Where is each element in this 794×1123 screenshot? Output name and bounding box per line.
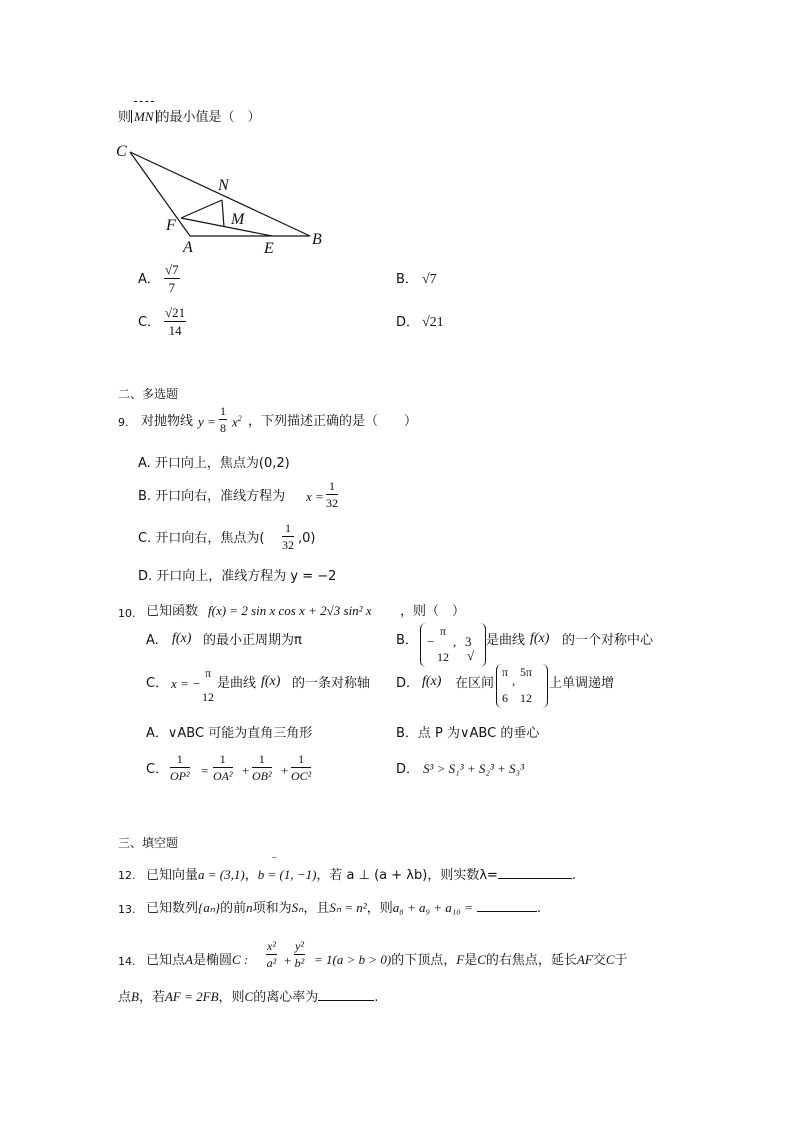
text: ，则 xyxy=(218,990,245,1005)
segment-af: AF xyxy=(576,952,593,967)
question-9-option-c-post: ,0) xyxy=(298,531,316,546)
question-9-option-b-text: B. 开口向右，准线方程为 xyxy=(138,489,286,504)
numerator: 1 xyxy=(298,752,305,766)
option-b-label: B． xyxy=(396,272,418,287)
question-10-option-c-fraction xyxy=(202,667,214,703)
question-11-option-c-frac-3 xyxy=(252,753,272,782)
question-9-option-b-eq: x = xyxy=(306,489,324,504)
ellipse-y-term xyxy=(294,940,305,969)
question-10-option-b-point xyxy=(420,623,486,667)
numerator: 1 xyxy=(176,752,183,766)
question-9-eq-lhs: y = xyxy=(198,414,216,429)
vector-b-arrow: – xyxy=(272,852,277,862)
vector-mn xyxy=(131,110,157,123)
exponent: 2 xyxy=(237,414,242,423)
text: 是椭圆 xyxy=(192,953,232,968)
question-9-stem-pre: 对抛物线 xyxy=(141,414,194,429)
question-10-option-d-fx: f(x) xyxy=(422,674,442,689)
var-s: Sₙ xyxy=(291,900,304,915)
denominator: OP² xyxy=(170,769,190,783)
point-b: B xyxy=(131,989,139,1004)
denominator: OA² xyxy=(213,769,233,783)
text: 的右焦点，延长 xyxy=(485,953,577,968)
numerator: 1 xyxy=(258,752,265,766)
vector-b: b = (1, −1) xyxy=(257,867,317,882)
denominator: 12 xyxy=(202,690,214,704)
label-a: A xyxy=(183,239,193,256)
answer-blank[interactable] xyxy=(498,868,572,879)
question-10-option-d-text: 在区间 xyxy=(455,676,495,691)
question-10-option-b-fx: f(x) xyxy=(530,631,550,646)
text: 项和为 xyxy=(252,901,292,916)
denominator: 12 xyxy=(520,691,533,705)
option-c-fraction xyxy=(164,306,186,337)
question-10-option-d-text2: 上单调递增 xyxy=(549,676,615,691)
question-11-option-b: B．点 P 为∨ABC 的垂心 xyxy=(396,726,540,741)
question-11-option-c-frac-1 xyxy=(170,753,190,782)
numerator: π xyxy=(502,665,509,679)
question-9-option-c-text: C. 开口向右，焦点为( xyxy=(138,531,265,546)
point-comma: , xyxy=(453,634,457,649)
numerator: 1 xyxy=(329,479,335,493)
segment-fe xyxy=(181,218,272,236)
period: . xyxy=(374,990,379,1005)
text: ，若 a ⊥ (a + λb)，则实数λ= xyxy=(316,868,498,883)
denominator: a² xyxy=(266,956,277,970)
question-10-function: f(x) = 2 sin x cos x + 2√3 sin² x xyxy=(208,603,372,618)
interval-left xyxy=(501,666,509,704)
question-12-text xyxy=(146,868,576,882)
question-9-option-b-fraction xyxy=(326,480,338,509)
sum-expression: a₈ + a₉ + a₁₀ = xyxy=(392,900,473,915)
option-a-label: A． xyxy=(138,272,160,287)
interval-comma: , xyxy=(512,673,516,688)
triangle-figure xyxy=(110,140,330,260)
question-11-option-c-frac-2 xyxy=(213,753,233,782)
numerator: 5π xyxy=(520,665,533,679)
section-fill-in-heading: 三、填空题 xyxy=(118,836,179,850)
question-13-text xyxy=(146,901,541,915)
numerator: π xyxy=(204,666,212,680)
label-b: B xyxy=(312,231,322,248)
text: ，且 xyxy=(303,901,330,916)
answer-blank[interactable] xyxy=(318,990,374,1001)
question-9-number: 9. xyxy=(118,416,129,429)
denominator: 14 xyxy=(164,321,186,337)
question-14-line1-b xyxy=(314,953,628,967)
text: ，若 xyxy=(138,990,165,1005)
equation: = 1(a > b > 0) xyxy=(314,952,392,967)
numerator: y² xyxy=(295,939,304,953)
numerator: π xyxy=(439,624,447,638)
question-14-line1-a xyxy=(146,953,248,967)
point-f: F xyxy=(456,952,465,967)
vector-a: a = (3,1) xyxy=(198,867,245,882)
question-11-option-d-text: S³ > S₁³ + S₂³ + S₃³ xyxy=(423,761,524,776)
question-10-option-a-fx: f(x) xyxy=(172,631,192,646)
option-b-value: √7 xyxy=(422,272,437,287)
point-three: 3 xyxy=(465,634,472,649)
option-a-fraction xyxy=(164,263,180,294)
text: 已知向量 xyxy=(146,868,199,883)
text-prefix: 则 xyxy=(118,110,132,125)
separator: ， xyxy=(244,868,258,883)
denominator: 6 xyxy=(502,691,509,705)
question-9-stem-post: ，下列描述正确的是（ ） xyxy=(248,414,418,429)
question-8-tail xyxy=(118,110,261,124)
numerator: 1 xyxy=(285,521,291,535)
plus-sign: + xyxy=(281,763,289,778)
point-a: A xyxy=(185,952,193,967)
text: 的下顶点， xyxy=(391,953,457,968)
question-10-option-c-fx: f(x) xyxy=(261,674,281,689)
question-10-option-a-text: 的最小正周期为π xyxy=(203,633,302,648)
ellipse-c: C xyxy=(477,952,486,967)
segment-nm xyxy=(222,200,224,227)
text: 交 xyxy=(592,953,606,968)
ellipse-c: C xyxy=(244,989,254,1004)
question-10-option-d-interval xyxy=(496,664,548,708)
interval-right xyxy=(519,666,533,704)
label-f: F xyxy=(166,217,176,234)
denominator: 32 xyxy=(282,538,294,552)
text: ，则 xyxy=(366,901,393,916)
edge-ca xyxy=(130,152,190,236)
period: . xyxy=(536,901,541,916)
vector-label: MN xyxy=(134,109,154,124)
equation: Sₙ = n² xyxy=(329,900,367,915)
numerator: 1 xyxy=(220,404,226,418)
question-10-option-c-text: 是曲线 xyxy=(217,676,257,691)
text: 的前 xyxy=(220,901,247,916)
label-e: E xyxy=(264,240,274,257)
segment-fn xyxy=(181,200,222,218)
denominator: b² xyxy=(294,956,305,970)
option-d-label: D． xyxy=(396,315,420,330)
question-10-option-b-text: 是曲线 xyxy=(486,633,526,648)
option-d-value: √21 xyxy=(422,315,444,330)
equals-sign: = xyxy=(201,763,209,778)
text: 点 xyxy=(118,990,132,1005)
option-c-label: C． xyxy=(138,315,161,330)
question-14-line2 xyxy=(118,990,378,1004)
section-multi-choice-heading: 二、多选题 xyxy=(118,387,179,401)
condition: AF = 2FB xyxy=(164,989,219,1004)
denominator: 12 xyxy=(437,650,449,664)
point-minus: − xyxy=(427,634,435,649)
text: 是 xyxy=(464,953,478,968)
question-11-option-a: A．∨ABC 可能为直角三角形 xyxy=(146,726,313,741)
question-9-eq-rhs xyxy=(232,415,242,428)
question-10-option-c-eq: x = − xyxy=(171,676,201,691)
question-11-option-c-label: C． xyxy=(146,762,169,777)
numerator: 1 xyxy=(219,752,226,766)
denominator: 7 xyxy=(164,278,180,294)
edge-cb xyxy=(130,152,310,236)
question-11-option-c-frac-4 xyxy=(291,753,311,782)
question-10-option-a-label: A. xyxy=(146,633,159,648)
question-12-number: 12. xyxy=(118,869,136,882)
ellipse-x-term xyxy=(266,940,277,969)
plus-sign: + xyxy=(284,953,292,968)
numerator: √7 xyxy=(165,262,179,277)
question-9-fraction xyxy=(219,405,227,434)
question-11-option-d-label: D． xyxy=(396,762,420,777)
ellipse-c: C : xyxy=(231,952,249,967)
var-n: n xyxy=(246,900,253,915)
point-root: √ xyxy=(467,648,475,663)
answer-blank[interactable] xyxy=(477,901,537,912)
denominator: 32 xyxy=(326,496,338,510)
text: 的离心率为 xyxy=(253,990,319,1005)
sequence: {aₙ} xyxy=(198,900,221,915)
question-10-option-c-text2: 的一条对称轴 xyxy=(292,676,371,691)
question-10-option-b-label: B． xyxy=(396,633,418,648)
question-10-stem-post: ，则（ ） xyxy=(400,604,466,619)
text: 已知点 xyxy=(146,953,186,968)
question-10-option-c-label: C． xyxy=(146,676,169,691)
text-suffix: 的最小值是（ ） xyxy=(156,110,261,125)
denominator: OC² xyxy=(291,769,312,783)
question-10-option-d-label: D． xyxy=(396,676,420,691)
plus-sign: + xyxy=(242,763,250,778)
denominator: OB² xyxy=(252,769,272,783)
label-c: C xyxy=(116,143,127,160)
point-fraction xyxy=(437,625,449,663)
numerator: x² xyxy=(267,939,276,953)
question-10-option-b-text2: 的一个对称中心 xyxy=(562,633,654,648)
question-13-number: 13. xyxy=(118,903,136,916)
text: 已知数列 xyxy=(146,901,199,916)
denominator: 8 xyxy=(220,421,226,435)
var-x: x xyxy=(232,414,238,430)
question-14-number: 14. xyxy=(118,955,136,968)
period: . xyxy=(571,868,577,883)
question-9-option-d: D. 开口向上，准线方程为 y = −2 xyxy=(138,569,337,584)
label-m: M xyxy=(231,211,245,228)
ellipse-c: C xyxy=(605,952,615,967)
question-9-option-a: A. 开口向上，焦点为(0,2) xyxy=(138,456,290,471)
label-n: N xyxy=(218,177,229,194)
question-10-number: 10. xyxy=(118,607,136,620)
numerator: √21 xyxy=(165,305,186,320)
text: 于 xyxy=(614,953,628,968)
question-9-option-c-fraction xyxy=(282,522,294,551)
question-10-stem-pre: 已知函数 xyxy=(146,604,199,619)
